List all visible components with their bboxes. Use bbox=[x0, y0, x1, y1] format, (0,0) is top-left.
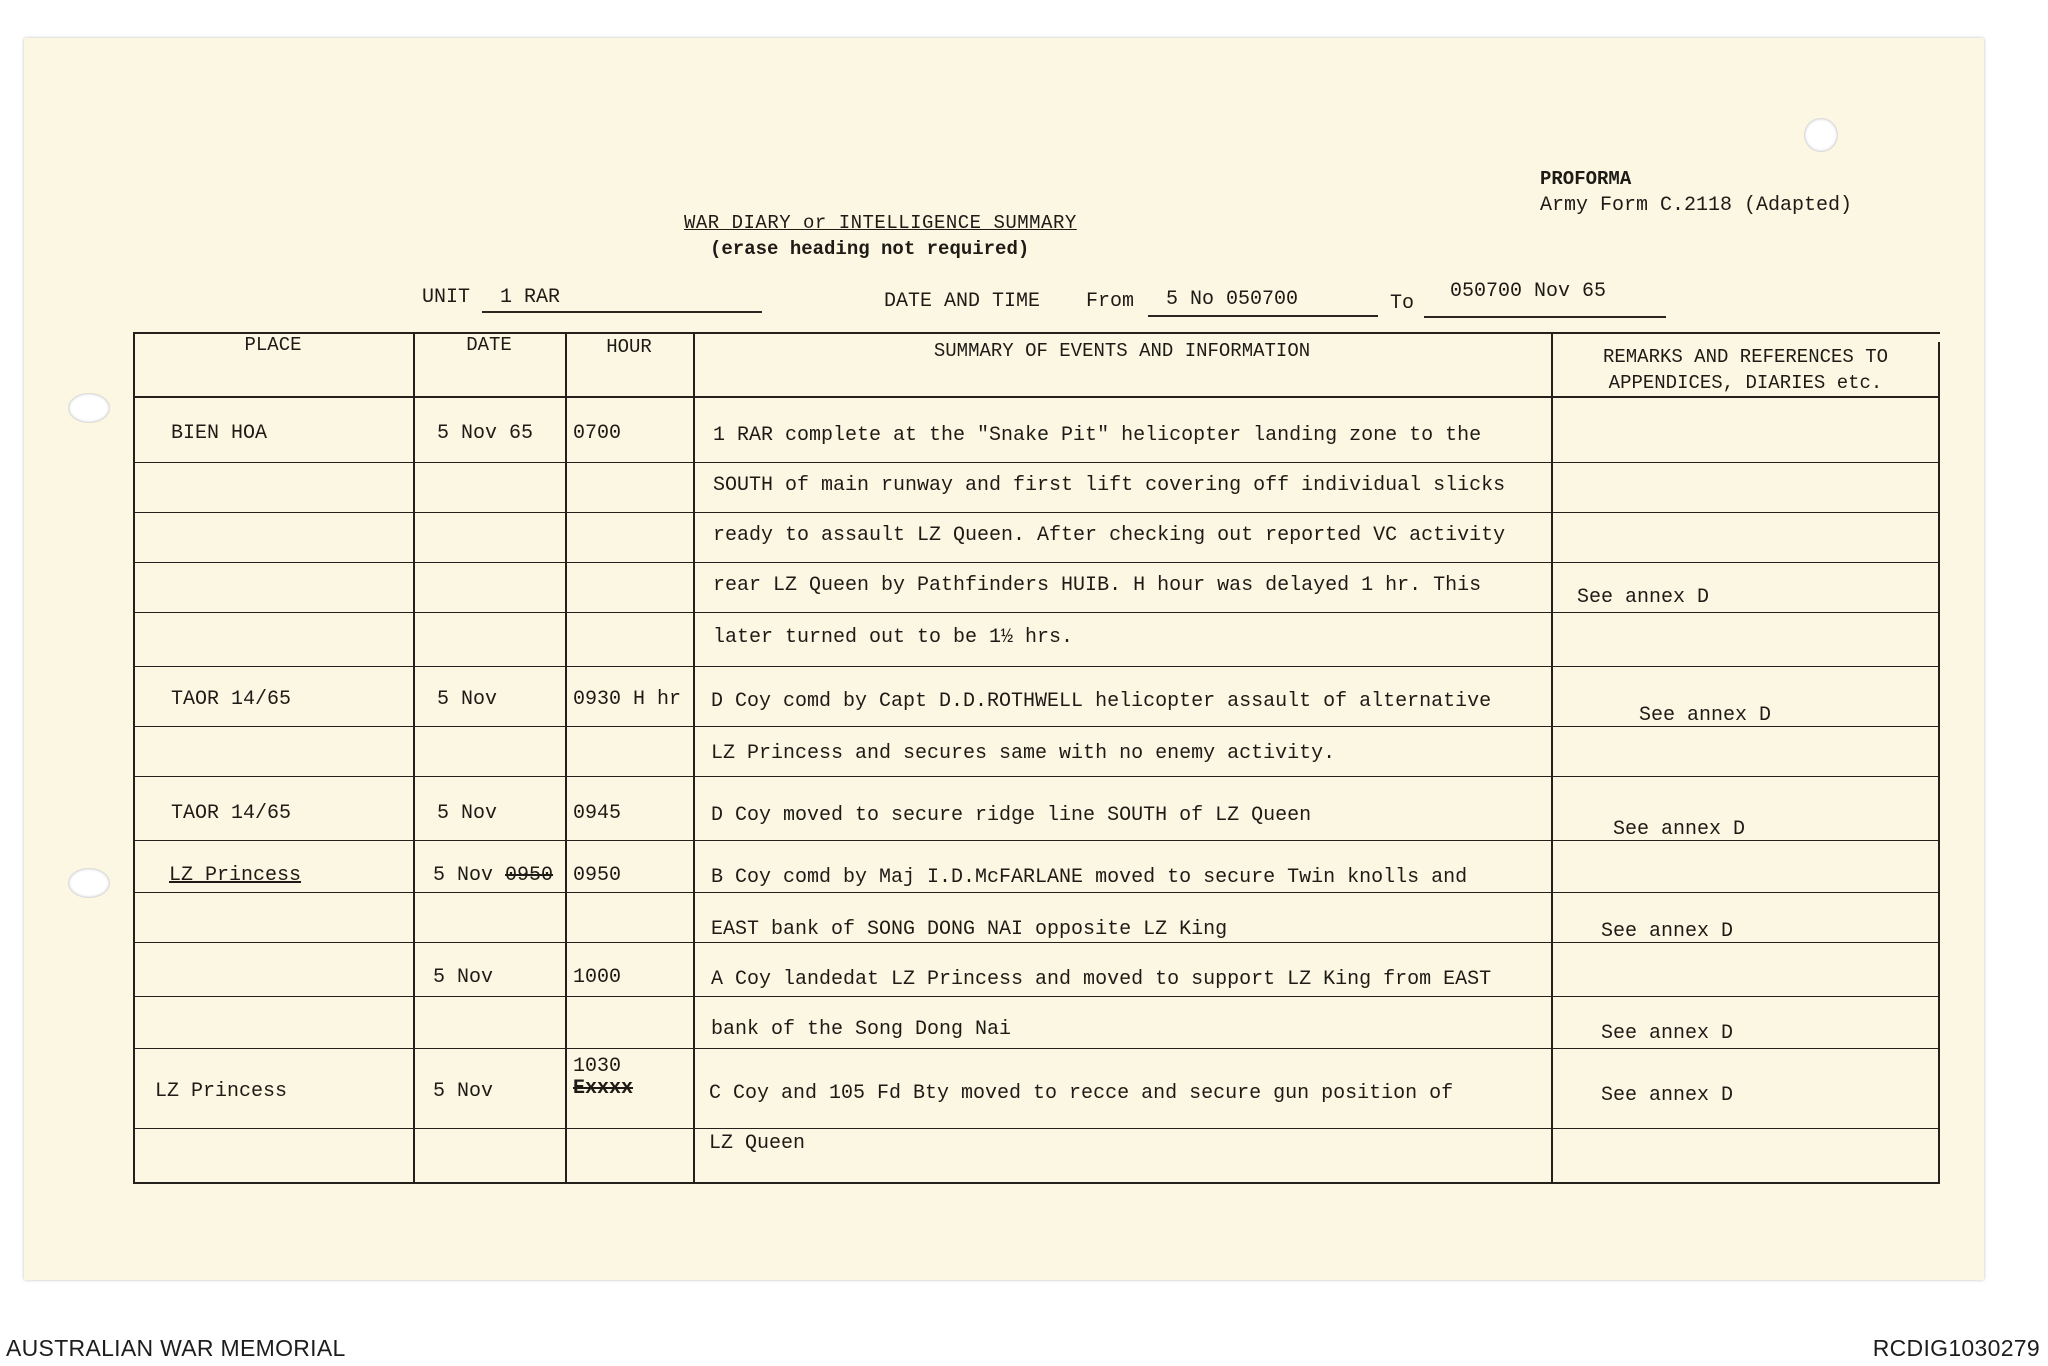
document-title: WAR DIARY or INTELLIGENCE SUMMARY bbox=[684, 212, 1077, 234]
row-separator bbox=[133, 892, 1940, 893]
cell-date: 5 Nov bbox=[433, 1080, 494, 1103]
unit-label: UNIT bbox=[422, 286, 471, 309]
cell-hour: 0930 H hr bbox=[573, 688, 682, 711]
row-separator bbox=[133, 512, 1940, 513]
cell-date bbox=[433, 864, 553, 887]
row-separator bbox=[133, 562, 1940, 563]
col-header-remarks: REMARKS AND REFERENCES TO bbox=[1602, 346, 1889, 368]
cell-hour: 0945 bbox=[573, 802, 622, 825]
row-separator bbox=[133, 1128, 1940, 1129]
cell-date: 5 Nov 65 bbox=[437, 422, 534, 445]
col-header-appendices: APPENDICES, DIARIES etc. bbox=[1608, 372, 1883, 394]
cell-date: 5 Nov bbox=[433, 966, 494, 989]
cell-summary: rear LZ Queen by Pathfinders HUIB. H hour was delayed 1 hr. This bbox=[713, 574, 1482, 597]
cell-summary: bank of the Song Dong Nai bbox=[711, 1018, 1012, 1041]
cell-summary: D Coy moved to secure ridge line SOUTH of LZ Queen bbox=[711, 804, 1312, 827]
cell-place: LZ Princess bbox=[169, 864, 302, 887]
cell-hour-struck: Exxxx bbox=[573, 1077, 634, 1100]
cell-summary: A Coy landedat LZ Princess and moved to support LZ King from EAST bbox=[711, 968, 1492, 991]
col-divider-summary bbox=[693, 332, 695, 1184]
table-left-border bbox=[133, 332, 135, 1184]
from-label: From bbox=[1086, 290, 1135, 313]
cell-hour: 0700 bbox=[573, 422, 622, 445]
cell-summary: later turned out to be 1½ hrs. bbox=[713, 626, 1074, 649]
header-bottom-border bbox=[133, 396, 1940, 398]
date-time-label: DATE AND TIME bbox=[884, 290, 1041, 313]
cell-summary: LZ Princess and secures same with no enemy activity. bbox=[711, 742, 1336, 765]
to-label: To bbox=[1390, 292, 1415, 315]
cell-summary: SOUTH of main runway and first lift covering off individual slicks bbox=[713, 474, 1506, 497]
col-divider-date bbox=[413, 332, 415, 1184]
col-divider-hour bbox=[565, 332, 567, 1184]
cell-summary: LZ Queen bbox=[709, 1132, 806, 1155]
table-bottom-border bbox=[133, 1182, 1940, 1184]
cell-remarks: See annex D bbox=[1601, 920, 1734, 943]
cell-date-value: 5 Nov bbox=[433, 864, 494, 887]
cell-remarks: See annex D bbox=[1639, 704, 1772, 727]
from-underline bbox=[1148, 315, 1378, 317]
row-separator bbox=[133, 996, 1940, 997]
cell-remarks: See annex D bbox=[1613, 818, 1746, 841]
cell-summary: B Coy comd by Maj I.D.McFARLANE moved to secure Twin knolls and bbox=[711, 866, 1468, 889]
cell-hour: 1000 bbox=[573, 966, 622, 989]
col-header-summary: SUMMARY OF EVENTS AND INFORMATION bbox=[933, 340, 1311, 362]
cell-date-struck: 0950 bbox=[505, 864, 554, 887]
col-header-place: PLACE bbox=[244, 334, 302, 356]
row-separator bbox=[133, 666, 1940, 667]
cell-place: TAOR 14/65 bbox=[171, 688, 292, 711]
punch-hole-corner bbox=[1804, 118, 1838, 152]
cell-place: BIEN HOA bbox=[171, 422, 268, 445]
footer-credit: AUSTRALIAN WAR MEMORIAL bbox=[6, 1335, 346, 1361]
punch-hole-bottom bbox=[68, 868, 110, 898]
document-subtitle: (erase heading not required) bbox=[710, 238, 1030, 260]
cell-remarks: See annex D bbox=[1601, 1084, 1734, 1107]
war-diary-table bbox=[133, 332, 1940, 1184]
unit-underline bbox=[482, 311, 762, 313]
cell-summary: 1 RAR complete at the "Snake Pit" helicopter landing zone to the bbox=[713, 424, 1482, 447]
col-header-date: DATE bbox=[466, 334, 512, 356]
cell-summary: ready to assault LZ Queen. After checking out reported VC activity bbox=[713, 524, 1506, 547]
cell-place: TAOR 14/65 bbox=[171, 802, 292, 825]
col-divider-remarks bbox=[1551, 332, 1553, 1184]
cell-place: LZ Princess bbox=[155, 1080, 288, 1103]
to-underline bbox=[1424, 316, 1666, 318]
row-separator bbox=[133, 612, 1940, 613]
row-separator bbox=[133, 462, 1940, 463]
table-right-border bbox=[1938, 342, 1940, 1184]
from-value: 5 No 050700 bbox=[1166, 288, 1299, 311]
cell-hour-value: 1030 bbox=[573, 1055, 622, 1078]
cell-summary: EAST bank of SONG DONG NAI opposite LZ King bbox=[711, 918, 1228, 941]
cell-remarks: See annex D bbox=[1577, 586, 1710, 609]
proforma-label: PROFORMA bbox=[1540, 168, 1632, 190]
row-separator bbox=[133, 776, 1940, 777]
cell-hour bbox=[573, 1056, 633, 1100]
cell-remarks: See annex D bbox=[1601, 1022, 1734, 1045]
cell-summary: C Coy and 105 Fd Bty moved to recce and secure gun position of bbox=[709, 1082, 1454, 1105]
to-value: 050700 Nov 65 bbox=[1450, 280, 1607, 303]
army-form-label: Army Form C.2118 (Adapted) bbox=[1540, 194, 1853, 217]
punch-hole-top bbox=[68, 393, 110, 423]
cell-hour: 0950 bbox=[573, 864, 622, 887]
cell-date: 5 Nov bbox=[437, 802, 498, 825]
row-separator bbox=[133, 1048, 1940, 1049]
unit-value: 1 RAR bbox=[500, 286, 561, 309]
cell-summary: D Coy comd by Capt D.D.ROTHWELL helicopter assault of alternative bbox=[711, 690, 1492, 713]
col-header-hour: HOUR bbox=[606, 336, 652, 358]
cell-date: 5 Nov bbox=[437, 688, 498, 711]
footer-reference: RCDIG1030279 bbox=[1872, 1335, 2040, 1361]
